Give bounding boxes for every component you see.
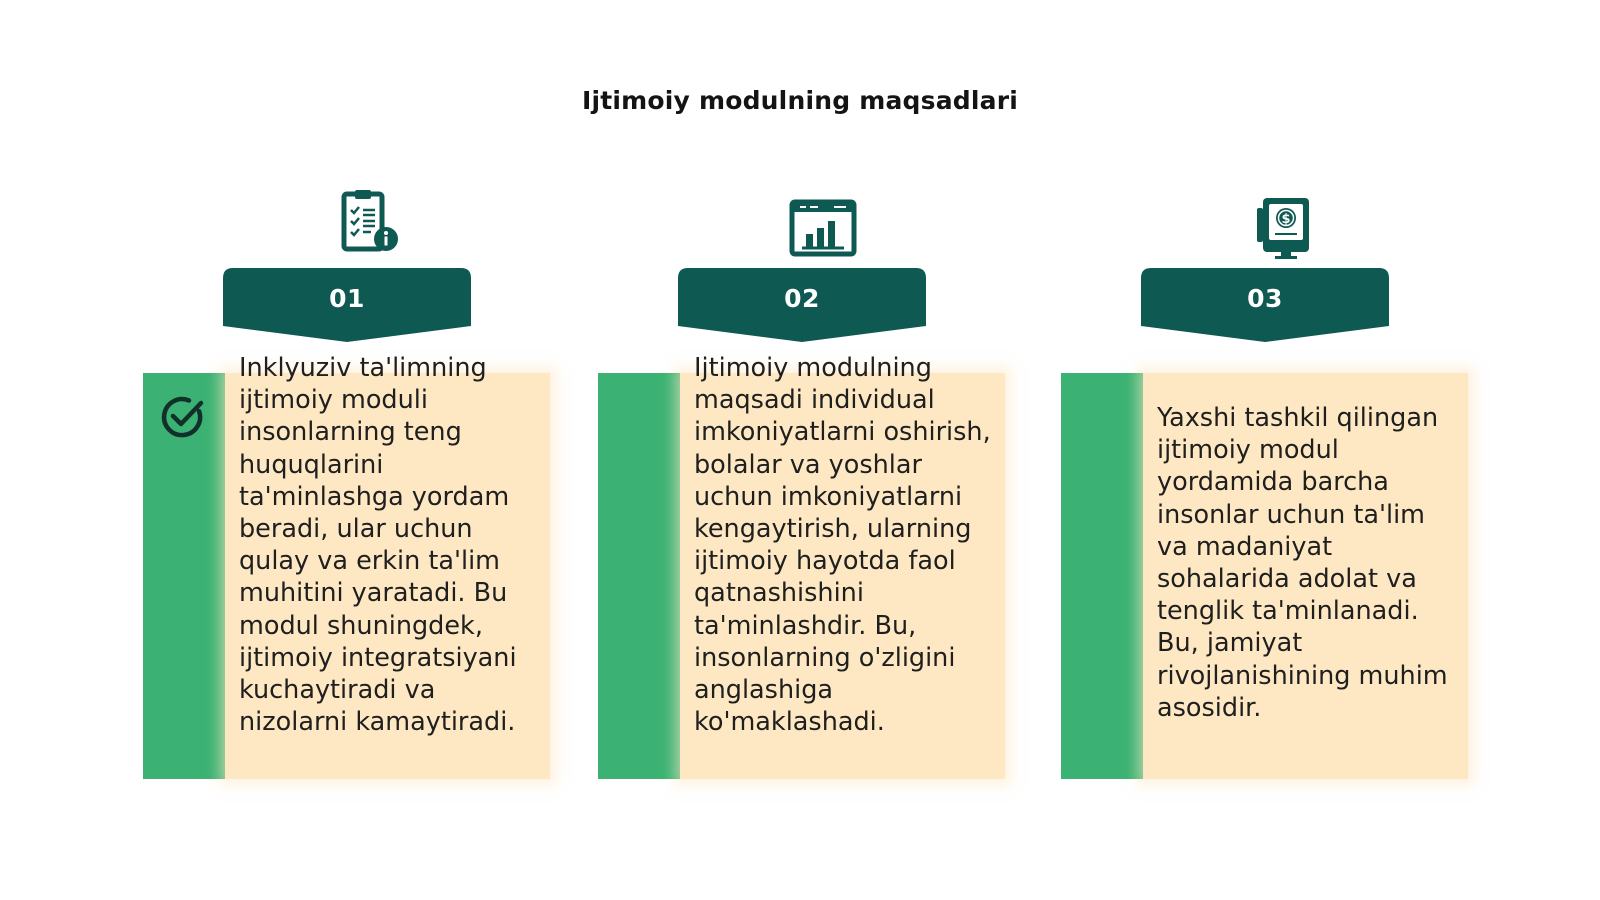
goal-description: Yaxshi tashkil qilingan ijtimoiy modul yordamida barcha insonlar uchun ta'lim va madaniyat sohalarida adolat va tenglik ta'minlanadi. Bu, jamiyat rivojlanishining muhim asosidir. [1157, 403, 1448, 723]
page-title: Ijtimoiy modulning maqsadlari [581, 86, 1019, 115]
goal-column-1 [143, 0, 553, 900]
accent-stripe [1061, 373, 1143, 779]
bar-chart-window-icon [788, 192, 858, 262]
accent-stripe [598, 373, 680, 779]
goal-number: 02 [784, 284, 820, 313]
check-circle-icon [159, 393, 207, 441]
goal-column-3 [1061, 0, 1471, 900]
goal-number: 01 [329, 284, 365, 313]
svg-text:$: $ [1281, 212, 1291, 227]
clipboard-checklist-info-icon [333, 188, 403, 258]
goal-number: 03 [1247, 284, 1283, 313]
dollar-monitor-icon [1251, 194, 1321, 264]
goal-column-2 [598, 0, 1008, 900]
goal-description: Inklyuziv ta'limning ijtimoiy moduli insonlarning teng huquqlarini ta'minlashga yordam beradi, ular uchun qulay va erkin ta'lim muhitini yaratadi. Bu modul shuningdek, ijtimoiy integratsiyani kuchaytiradi va nizolarni kamaytiradi. [239, 353, 517, 738]
goal-description: Ijtimoiy modulning maqsadi individual imkoniyatlarni oshirish, bolalar va yoshlar uchun imkoniyatlarni kengaytirish, ularning ijtimoiy hayotda faol qatnashishini ta'minlashdir. Bu, insonlarning o'zligini anglashiga ko'maklashadi. [694, 353, 991, 738]
